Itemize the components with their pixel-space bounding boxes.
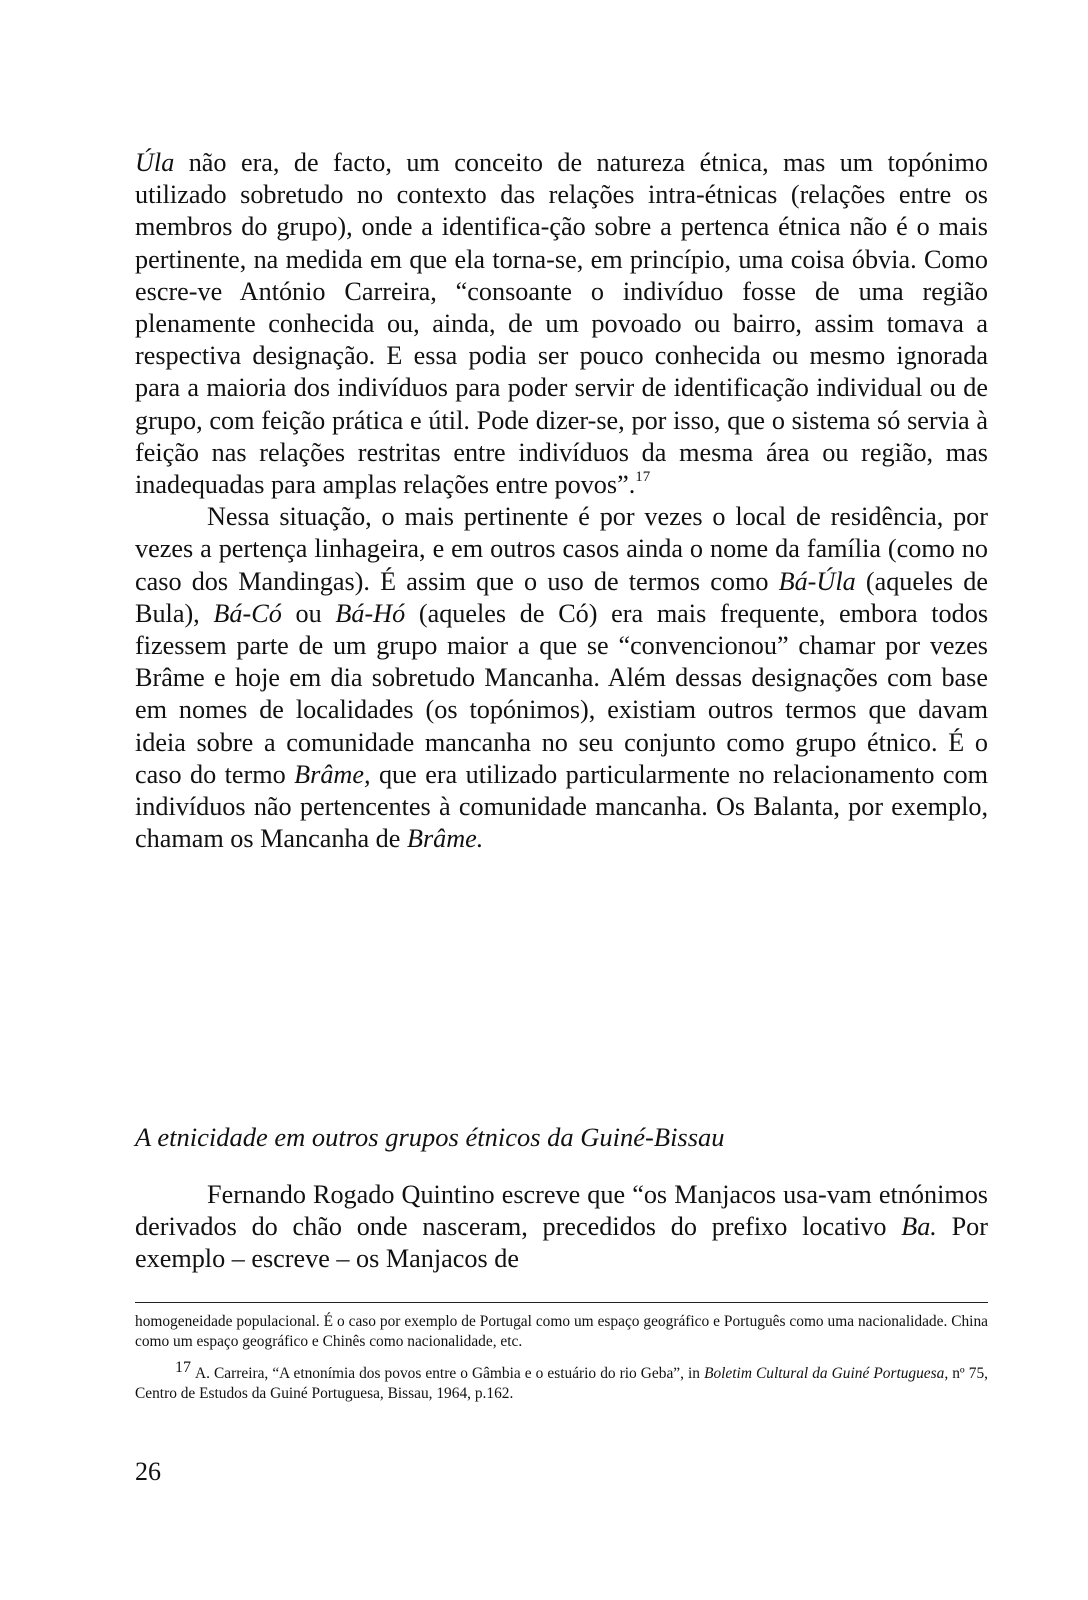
footnote-continued: homogeneidade populacional. É o caso por exemplo de Portugal como um espaço geográfico e Português como uma nacionalidade. China como um espaço geográfico e Chinês como nacionalidade, etc. — [135, 1313, 988, 1350]
paragraph-2-text-2: (aqueles de Bula), — [135, 566, 989, 628]
paragraph-3-text-1: Fernando Rogado Quintino escreve que “os Manjacos usa-vam etnónimos derivados do chão onde nasceram, precedidos do prefixo locativo — [135, 1180, 988, 1242]
italic-term-ba-ula: Bá-Úla — [778, 566, 856, 596]
body-paragraph-1 — [135, 147, 988, 855]
footnote-divider — [135, 1302, 988, 1303]
paragraph-2-text-4: (aqueles de Có) era mais frequente, embora todos fizessem parte de um grupo maior a que se “convencionou” chamar por vezes Brâme e hoje em dia sobretudo Mancanha. Além dessas designações com base em nomes de localidades (os topónimos), existiam outros termos que davam ideia sobre a comunidade mancanha no seu conjunto como grupo étnico. É o caso do termo — [135, 598, 989, 789]
italic-term-ula: Úla — [135, 148, 175, 177]
footnote-reference-17[interactable]: 17 — [635, 469, 651, 486]
footnote-17-journal-title: Boletim Cultural da Guiné Portuguesa, — [704, 1365, 949, 1382]
paragraph-1-text: não era, de facto, um conceito de natureza étnica, mas um topónimo utilizado sobretudo no contexto das relações intra-étnicas (relações entre os membros do grupo), onde a identifica-ção sobre a pertenca étnica não é o mais pertinente, na medida em que ela torna-se, em princípio, uma coisa óbvia. Como escre-ve António Carreira, “consoante o indivíduo fosse de uma região plenamente conhecida ou, ainda, de um povoado ou bairro, assim tomava a respectiva designação. E essa podia ser pouco conhecida ou mesmo ignorada para a maioria dos indivíduos para poder servir de identificação individual ou de grupo, com feição prática e útil. Pode dizer-se, por isso, que o sistema só servia à feição nas relações restritas entre indivíduos da mesma área ou região, mas inadequadas para amplas relações entre povos”. — [135, 148, 988, 500]
paragraph-2-text-1: Nessa situação, o mais pertinente é por vezes o local de residência, por vezes a pertença linhageira, e em outros casos ainda o nome da família (como no caso dos Mandingas). É assim que o uso de termos como — [135, 502, 988, 596]
footnote-17-text-2: nº 75, Centro de Estudos da Guiné Portuguesa, Bissau, 1964, p.162. — [135, 1365, 989, 1402]
footnote-17-number: 17 — [175, 1359, 191, 1376]
footnote-17 — [135, 1358, 988, 1404]
body-paragraph-3 — [135, 1179, 988, 1276]
italic-term-ba-co: Bá-Có — [213, 598, 282, 628]
page-number: 26 — [135, 1457, 161, 1486]
italic-term-ba-ho: Bá-Hó — [335, 598, 406, 628]
footnotes — [135, 1312, 988, 1404]
footnote-17-text-1: A. Carreira, “A etnonímia dos povos entre o Gâmbia e o estuário do rio Geba”, in — [195, 1365, 705, 1382]
italic-term-ba: Ba. — [901, 1212, 937, 1242]
paragraph-2-text-5: que era utilizado particularmente no relacionamento com indivíduos não pertencentes à comunidade mancanha. Os Balanta, por exemplo, chamam os Mancanha de — [135, 759, 988, 854]
section-heading: A etnicidade em outros grupos étnicos da Guiné-Bissau — [135, 1122, 725, 1152]
paragraph-3-text-2: Por exemplo – escreve – os Manjacos de — [135, 1212, 988, 1274]
body-paragraph-2 — [135, 502, 988, 853]
italic-term-brame-end: Brâme. — [406, 824, 484, 854]
italic-term-brame: Brâme, — [294, 759, 371, 789]
paragraph-2-text-3: ou — [281, 598, 336, 628]
